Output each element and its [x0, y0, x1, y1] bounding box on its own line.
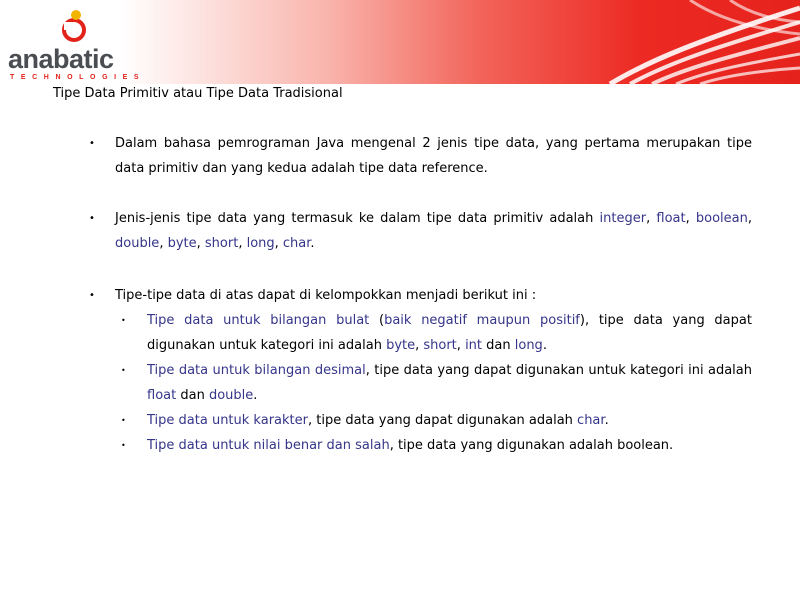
bullet-1-body: Dalam bahasa pemrograman Java mengenal 2 jenis tipe data, yang pertama merupakan tipe data primitiv dan yang kedua adalah tipe data reference. — [115, 136, 752, 176]
plain-text: , — [456, 338, 466, 353]
bullet-dot: • — [89, 290, 95, 301]
bullet-2-intro: Jenis-jenis tipe data yang termasuk ke dalam tipe data primitiv adalah — [115, 211, 600, 226]
keyword-phrase: Tipe data untuk nilai benar dan salah — [147, 438, 390, 453]
logo-wordmark: anabatic — [8, 44, 114, 74]
keyword-char: char — [577, 413, 605, 428]
separator: , — [159, 236, 168, 251]
separator: , — [747, 211, 753, 226]
keyword-double: double — [208, 388, 254, 403]
bullet-3-text — [115, 283, 752, 308]
sub-bullet-dot: • — [121, 441, 126, 450]
plain-text: , — [415, 338, 424, 353]
keyword-byte: byte — [167, 236, 197, 251]
separator: , — [274, 236, 283, 251]
keyword-char: char — [282, 236, 311, 251]
bullet-1-text — [115, 131, 752, 181]
keyword-phrase: baik negatif maupun positif — [384, 313, 580, 328]
bullet-dot: • — [89, 213, 95, 224]
plain-text: ( — [369, 313, 385, 328]
bullet-3-intro: Tipe-tipe data di atas dapat di kelompokkan menjadi berikut ini : — [115, 288, 537, 303]
keyword-phrase: Tipe data untuk bilangan desimal — [147, 363, 366, 378]
plain-text: dan — [176, 388, 209, 403]
keyword-float: float — [656, 211, 686, 226]
period: . — [310, 236, 315, 251]
keyword-long: long — [514, 338, 543, 353]
plain-text: dan — [482, 338, 515, 353]
plain-text: , tipe data yang dapat digunakan untuk kategori ini adalah — [365, 363, 752, 378]
swoosh-graphic — [590, 0, 800, 84]
plain-text: . — [253, 388, 258, 403]
plain-text: ), tipe data yang dapat digunakan untuk kategori ini adalah — [147, 313, 752, 353]
anabatic-logo — [8, 8, 146, 81]
sub-bullet-2-text — [147, 358, 752, 408]
page-title: Tipe Data Primitiv atau Tipe Data Tradisional — [53, 86, 343, 101]
plain-text: , tipe data yang digunakan adalah boolean. — [389, 438, 674, 453]
keyword-byte: byte — [386, 338, 416, 353]
keyword-phrase: Tipe data untuk karakter — [147, 413, 308, 428]
sub-bullet-4-text — [147, 433, 752, 458]
logo-tagline: TECHNOLOGIES — [10, 74, 146, 81]
keyword-short: short — [423, 338, 457, 353]
plain-text: , tipe data yang dapat digunakan adalah — [307, 413, 578, 428]
keyword-phrase: Tipe data untuk bilangan bulat — [147, 313, 370, 328]
sub-bullet-dot: • — [121, 316, 126, 325]
sub-bullet-1-text — [147, 308, 752, 358]
separator: , — [238, 236, 247, 251]
sub-bullet-dot: • — [121, 366, 126, 375]
logo-mark-icon — [60, 8, 90, 44]
bullet-dot: • — [89, 138, 95, 149]
sub-bullet-dot: • — [121, 416, 126, 425]
keyword-boolean: boolean — [695, 211, 748, 226]
separator: , — [196, 236, 205, 251]
plain-text: . — [604, 413, 609, 428]
keyword-int: int — [465, 338, 483, 353]
keyword-float: float — [147, 388, 177, 403]
keyword-short: short — [204, 236, 239, 251]
plain-text: . — [542, 338, 547, 353]
keyword-long: long — [246, 236, 275, 251]
separator: , — [685, 211, 696, 226]
keyword-double: double — [115, 236, 160, 251]
keyword-integer: integer — [599, 211, 647, 226]
sub-bullet-3-text — [147, 408, 752, 433]
separator: , — [646, 211, 657, 226]
bullet-2-text — [115, 206, 752, 256]
